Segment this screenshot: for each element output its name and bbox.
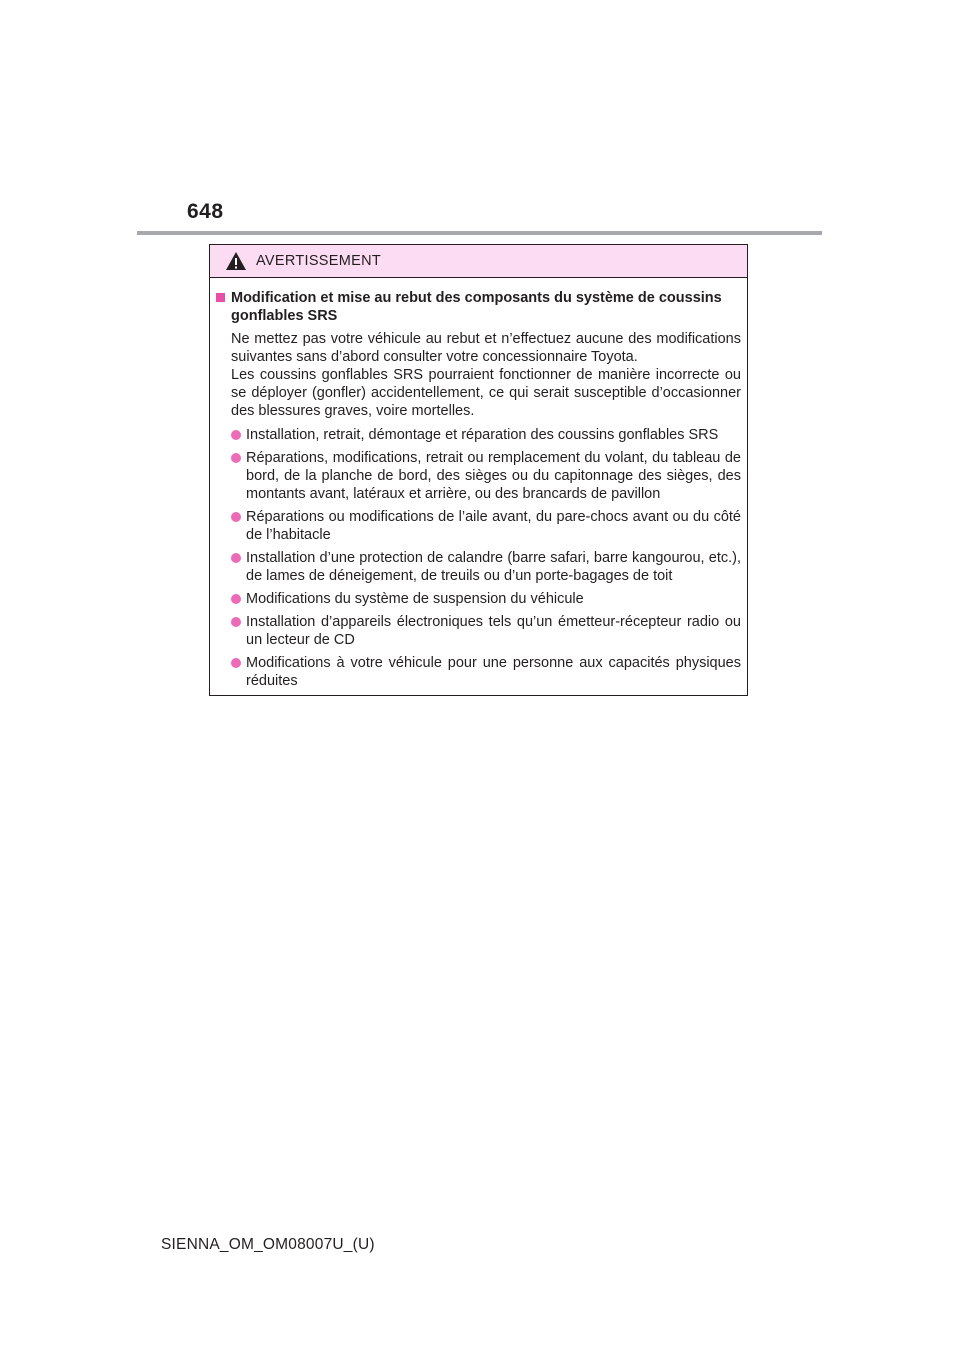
- list-item: [231, 508, 741, 544]
- list-item: [231, 426, 741, 444]
- list-item: [231, 654, 741, 690]
- bullet-icon: [231, 453, 241, 463]
- intro-text: [231, 330, 741, 420]
- header-rule: [137, 231, 822, 235]
- warning-title: AVERTISSEMENT: [256, 253, 382, 269]
- section-title-text: Modification et mise au rebut des composants du système de coussins gonflables SRS: [231, 290, 722, 324]
- bullet-icon: [231, 617, 241, 627]
- warning-triangle-icon: [225, 251, 247, 271]
- list-item-text: Réparations ou modifications de l’aile avant, du pare-chocs avant ou du côté de l’habitacle: [246, 509, 741, 543]
- bullet-icon: [231, 512, 241, 522]
- list-item: [231, 449, 741, 503]
- square-bullet-icon: [216, 293, 225, 302]
- bullet-icon: [231, 658, 241, 668]
- document-code: SIENNA_OM_OM08007U_(U): [161, 1236, 375, 1253]
- bullet-icon: [231, 430, 241, 440]
- section-title: [216, 289, 741, 325]
- list-item-text: Installation d’appareils électroniques tels qu’un émetteur-récepteur radio ou un lecteur de CD: [246, 614, 741, 648]
- list-item-text: Réparations, modifications, retrait ou remplacement du volant, du tableau de bord, de la planche de bord, des sièges ou du capitonnage des sièges, des montants avant, latéraux et arrière, ou des brancards de pavillon: [246, 450, 741, 502]
- bullet-icon: [231, 553, 241, 563]
- warning-header: [210, 245, 747, 278]
- list-item-text: Installation d’une protection de calandre (barre safari, barre kangourou, etc.), de lames de déneigement, de treuils ou d’un porte-bagages de toit: [246, 550, 741, 584]
- warning-box: [209, 244, 748, 696]
- list-item-text: Installation, retrait, démontage et réparation des coussins gonflables SRS: [246, 427, 719, 443]
- page-number: 648: [187, 200, 224, 223]
- list-item: [231, 549, 741, 585]
- list-item-text: Modifications du système de suspension du véhicule: [246, 591, 584, 607]
- intro-paragraph: Ne mettez pas votre véhicule au rebut et n’effectuez aucune des modifications suivantes sans d’abord consulter votre concessionnaire Toyota.: [231, 331, 741, 365]
- list-item-text: Modifications à votre véhicule pour une personne aux capacités physiques réduites: [246, 655, 741, 689]
- warning-body: [210, 278, 747, 690]
- list-item: [231, 590, 741, 608]
- bullet-icon: [231, 594, 241, 604]
- modification-list: [231, 426, 741, 690]
- intro-paragraph: Les coussins gonflables SRS pourraient fonctionner de manière incorrecte ou se déployer (gonfler) accidentellement, ce qui serait susceptible d’occasionner des blessures graves, voire mortelles.: [231, 367, 741, 419]
- list-item: [231, 613, 741, 649]
